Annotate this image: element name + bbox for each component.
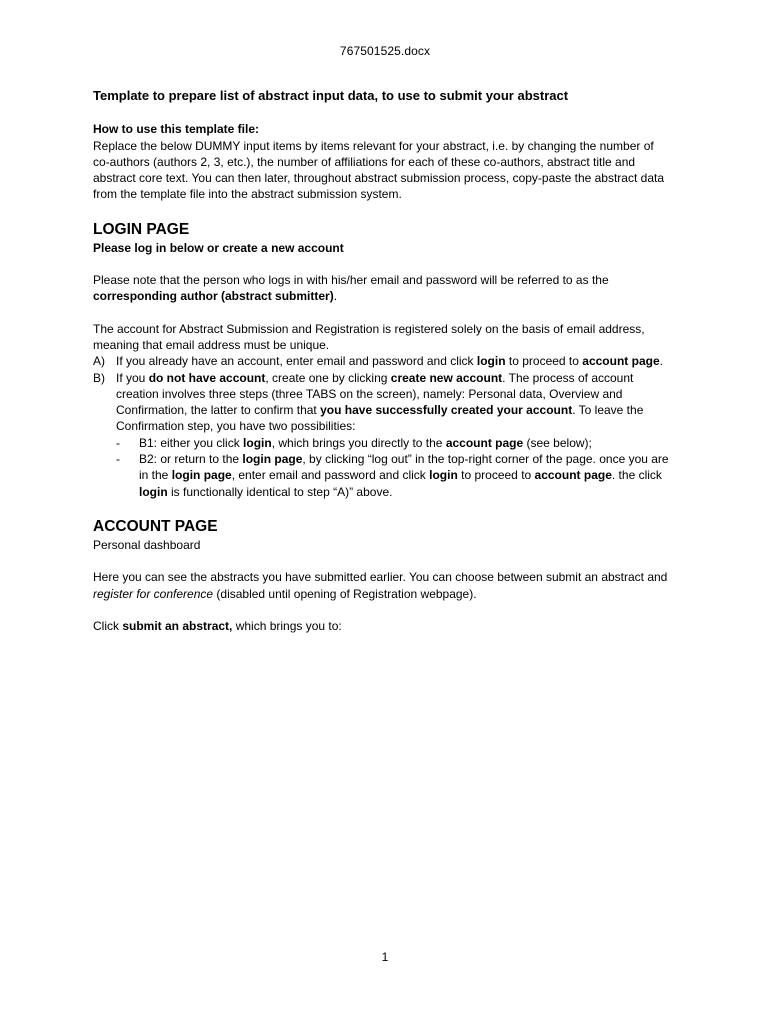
list-marker-b: B) [93, 370, 105, 385]
login-steps-list [93, 353, 673, 500]
submit-abstract-paragraph: Click submit an abstract, which brings you to: [93, 618, 342, 633]
document-body [93, 88, 673, 634]
sub-item-b2: - B2: or return to the login page, by clicking “log out” in the top-right corner of the page. once you are in the login page, enter email and password and click login to proceed to account page. the click login is functionally identical to step “A)” above. [116, 452, 669, 499]
account-page-subheading: Personal dashboard [93, 537, 201, 552]
document-title: Template to prepare list of abstract input data, to use to submit your abstract [93, 88, 569, 103]
document-filename-header: 767501525.docx [339, 44, 431, 58]
login-page-heading: LOGIN PAGE [93, 220, 190, 238]
login-account-paragraph: The account for Abstract Submission and Registration is registered solely on the basis of email address, meaning that email address must be unique. [93, 321, 645, 352]
account-dashboard-paragraph: Here you can see the abstracts you have submitted earlier. You can choose between submit an abstract and register for conference (disabled until opening of Registration webpage). [93, 570, 668, 601]
login-page-subheading: Please log in below or create a new account [93, 240, 344, 255]
login-note-paragraph: Please note that the person who logs in with his/her email and password will be referred to as the corresponding author (abstract submitter). [93, 273, 609, 304]
howto-heading: How to use this template file: [93, 122, 260, 137]
sub-item-b1: - B1: either you click login, which brings you directly to the account page (see below); [116, 435, 592, 450]
page-number: 1 [381, 950, 389, 964]
sub-marker-b1: - [116, 435, 120, 450]
account-page-heading: ACCOUNT PAGE [93, 517, 218, 535]
howto-body: Replace the below DUMMY input items by items relevant for your abstract, i.e. by changing the number of co-authors (authors 2, 3, etc.), the number of affiliations for each of these co-authors, abstract title and abstract core text. You can then later, throughout abstract submission process, copy-paste the abstract data from the template file into the abstract submission system. [93, 138, 664, 202]
list-marker-a: A) [93, 354, 105, 369]
list-item-b: B) If you do not have account, create one by clicking create new account. The process of account creation involves three steps (three TABS on the screen), namely: Personal data, Overview and Confirmation, the latter to confirm that you have successfully created your account. To leave the Confirmation step, you have two possibilities: - B1: either you click login, which brings you directly to the account page (see below); - B2: or return to the login page, by clicking “log out” in the top-right corner of the page. once you are in the login page, enter email and password and click login to proceed to account page. the click login is functionally identical to step “A)” above. [93, 370, 673, 500]
sub-marker-b2: - [116, 452, 120, 467]
list-item-a: A) If you already have an account, enter email and password and click login to proceed to account page. [93, 354, 663, 369]
